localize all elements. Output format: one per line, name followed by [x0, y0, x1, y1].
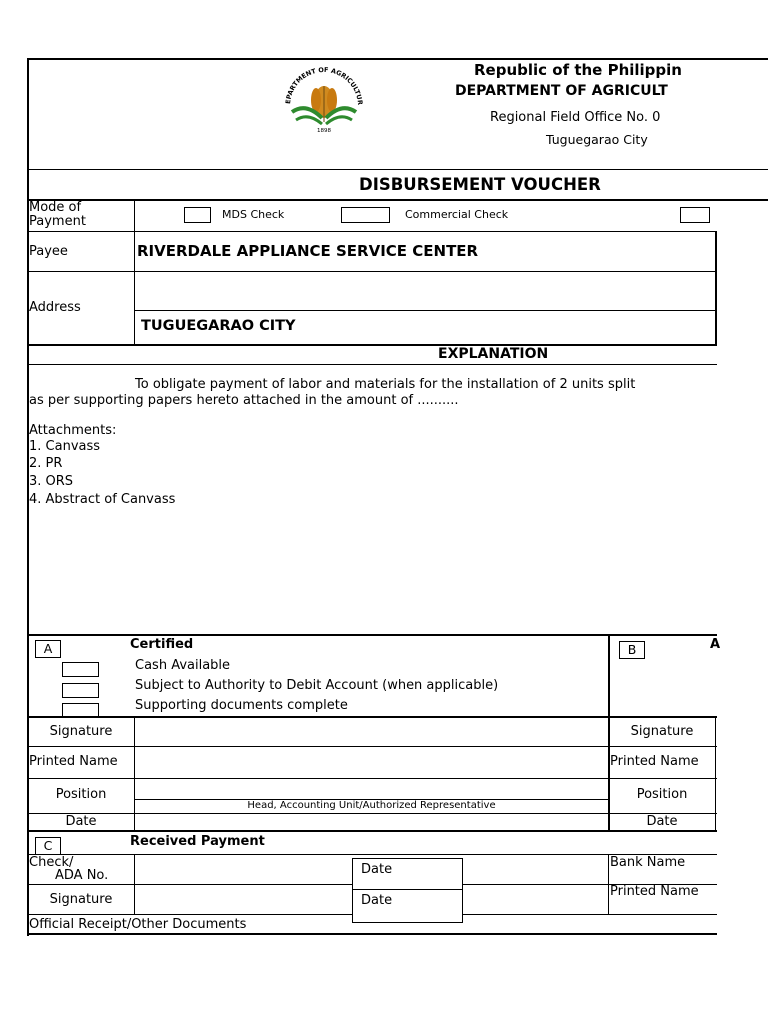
- commercial-check-checkbox[interactable]: [341, 207, 390, 223]
- mds-check-label: MDS Check: [222, 208, 285, 221]
- address-label: Address: [29, 300, 81, 315]
- section-b-heading: A: [710, 637, 721, 652]
- mds-check-checkbox[interactable]: [184, 207, 211, 223]
- section-b-marker: B: [619, 641, 645, 659]
- cash-available-label: Cash Available: [135, 658, 231, 673]
- other-mode-checkbox[interactable]: [680, 207, 710, 223]
- b-position-label: Position: [636, 787, 688, 802]
- c-printed-name-label: Printed Name: [610, 884, 699, 899]
- explanation-line-1: To obligate payment of labor and materials for the installation of 2 units split: [135, 377, 636, 392]
- regional-office: Regional Field Office No. 0: [490, 110, 661, 125]
- c-date-box-2[interactable]: [352, 889, 463, 923]
- b-date-label: Date: [646, 814, 678, 829]
- certified-heading: Certified: [130, 637, 194, 652]
- b-signature-label: Signature: [630, 724, 694, 739]
- bank-name-label: Bank Name: [610, 855, 686, 870]
- a-date-label: Date: [65, 814, 97, 829]
- department-heading: DEPARTMENT OF AGRICULT: [455, 83, 668, 99]
- debit-authority-label: Subject to Authority to Debit Account (when applicable): [135, 678, 499, 693]
- document-title: DISBURSEMENT VOUCHER: [359, 175, 601, 194]
- svg-text:DEPARTMENT OF AGRICULTURE: EPARTMENT OF AGRICULTUR: [284, 65, 365, 106]
- check-ada-label-line2: ADA No.: [55, 868, 109, 883]
- explanation-line-2: as per supporting papers hereto attached in the amount of ..........: [29, 393, 459, 408]
- address-value[interactable]: TUGUEGARAO CITY: [141, 318, 296, 334]
- documents-complete-label: Supporting documents complete: [135, 698, 348, 713]
- svg-text:1898: 1898: [317, 128, 331, 134]
- a-position-label: Position: [55, 787, 107, 802]
- attachment-item: 3. ORS: [29, 474, 74, 489]
- a-printed-name-label: Printed Name: [29, 754, 118, 769]
- payee-value[interactable]: RIVERDALE APPLIANCE SERVICE CENTER: [137, 242, 479, 260]
- mode-of-payment-label: Mode of Payment: [29, 200, 86, 229]
- agency-seal: [278, 62, 370, 136]
- c-signature-label: Signature: [49, 892, 113, 907]
- received-payment-heading: Received Payment: [130, 834, 265, 849]
- attachment-item: 1. Canvass: [29, 439, 101, 454]
- official-receipt-label: Official Receipt/Other Documents: [29, 917, 247, 932]
- cash-available-checkbox[interactable]: [62, 662, 99, 677]
- commercial-check-label: Commercial Check: [405, 208, 509, 221]
- check-ada-label-line1: Check/: [29, 855, 74, 870]
- attachment-item: 4. Abstract of Canvass: [29, 492, 176, 507]
- explanation-heading: EXPLANATION: [438, 346, 549, 362]
- c-date-box-1[interactable]: [352, 858, 463, 890]
- attachments-label: Attachments:: [29, 423, 117, 438]
- documents-complete-checkbox[interactable]: [62, 703, 99, 717]
- c-date-label: Date: [361, 862, 393, 877]
- section-c-marker: C: [35, 837, 61, 855]
- section-a-marker: A: [35, 640, 61, 658]
- c-date-label: Date: [361, 893, 393, 908]
- payee-label: Payee: [29, 244, 68, 259]
- b-printed-name-label: Printed Name: [610, 754, 699, 769]
- republic-heading: Republic of the Philippin: [474, 61, 682, 79]
- office-city: Tuguegarao City: [546, 132, 648, 147]
- a-position-caption: Head, Accounting Unit/Authorized Representative: [247, 800, 496, 811]
- a-signature-label: Signature: [49, 724, 113, 739]
- debit-authority-checkbox[interactable]: [62, 683, 99, 698]
- attachment-item: 2. PR: [29, 456, 63, 471]
